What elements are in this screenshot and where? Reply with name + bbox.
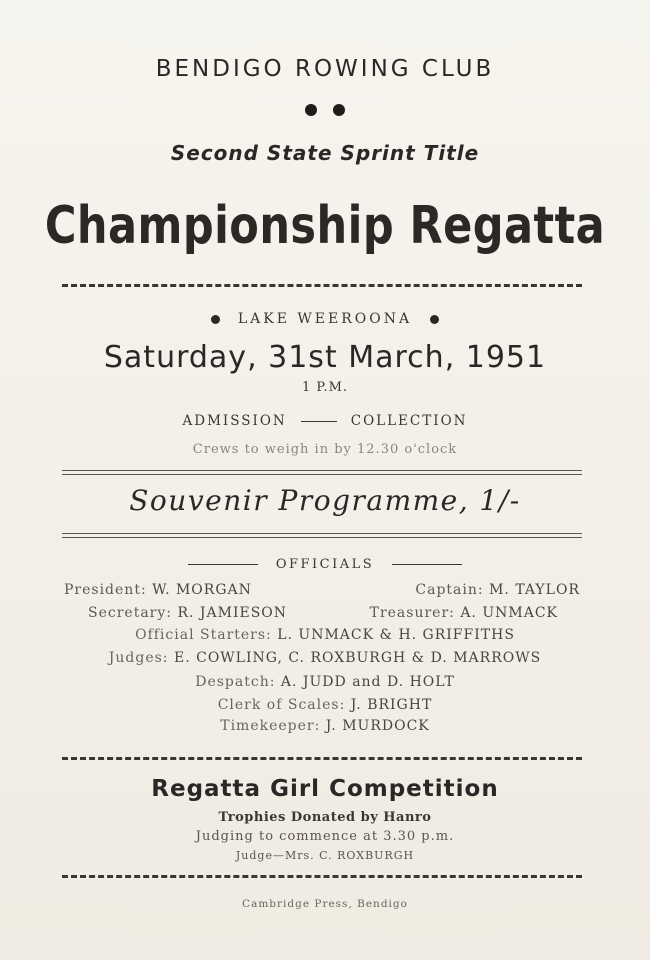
official-clerk-of-scales <box>0 697 650 713</box>
competition-judging-time: Judging to commence at 3.30 p.m. <box>195 829 455 844</box>
official-label: Treasurer: <box>369 605 455 621</box>
dashed-divider <box>62 757 582 760</box>
competition-trophies: Trophies Donated by Hanro <box>218 810 432 825</box>
official-treasurer <box>370 605 558 621</box>
official-value: J. MURDOCK <box>325 718 430 734</box>
weigh-in-note: Crews to weigh in by 12.30 o'clock <box>192 442 458 457</box>
official-value: R. JAMIESON <box>177 605 288 621</box>
official-value: E. COWLING, C. ROXBURGH & D. MARROWS <box>173 650 542 666</box>
event-date: Saturday, 31st March, 1951 <box>103 340 547 375</box>
official-label: Timekeeper: <box>220 718 321 734</box>
dash-separator <box>301 421 337 422</box>
official-label: Judges: <box>108 650 169 666</box>
double-divider <box>62 533 582 538</box>
official-label: Official Starters: <box>135 627 272 643</box>
club-name: BENDIGO ROWING CLUB <box>155 56 495 82</box>
venue-line <box>0 311 650 327</box>
dot-ornament <box>305 104 317 116</box>
official-label: Clerk of Scales: <box>217 697 346 713</box>
official-value: J. BRIGHT <box>350 697 433 713</box>
official-secretary <box>88 605 287 621</box>
venue-name: LAKE WEEROONA <box>237 311 413 327</box>
printer-credit: Cambridge Press, Bendigo <box>242 898 408 910</box>
competition-title: Regatta Girl Competition <box>151 776 499 802</box>
official-label: Secretary: <box>88 605 172 621</box>
official-value: A. JUDD and D. HOLT <box>280 674 455 690</box>
heading-rule <box>392 564 462 565</box>
event-subtitle: Second State Sprint Title <box>170 141 480 165</box>
official-judges <box>0 650 650 666</box>
official-value: L. UNMACK & H. GRIFFITHS <box>277 627 515 643</box>
dashed-divider <box>62 284 582 287</box>
official-label: President: <box>64 582 147 598</box>
official-president <box>64 582 252 598</box>
official-value: A. UNMACK <box>460 605 558 621</box>
competition-judge: Judge—Mrs. C. ROXBURGH <box>235 849 415 862</box>
souvenir-programme: Souvenir Programme, 1/- <box>129 484 521 517</box>
official-label: Despatch: <box>195 674 276 690</box>
official-timekeeper <box>0 718 650 734</box>
dot-ornament <box>333 104 345 116</box>
event-title: Championship Regatta <box>44 196 606 256</box>
double-divider <box>62 470 582 475</box>
heading-rule <box>188 564 258 565</box>
official-starters <box>0 627 650 643</box>
officials-heading-text: OFFICIALS <box>275 557 375 572</box>
official-value: M. TAYLOR <box>489 582 580 598</box>
admission-line <box>0 413 650 429</box>
official-captain <box>415 582 580 598</box>
bullet-ornament <box>430 315 439 324</box>
official-value: W. MORGAN <box>152 582 252 598</box>
official-label: Captain: <box>415 582 484 598</box>
official-despatch <box>0 674 650 690</box>
officials-heading <box>0 557 650 572</box>
bullet-ornament <box>211 315 220 324</box>
admission-value: COLLECTION <box>350 413 468 429</box>
admission-label: ADMISSION <box>182 413 287 429</box>
event-time: 1 P.M. <box>301 380 349 395</box>
dashed-divider <box>62 875 582 878</box>
ornament-dots <box>0 104 650 116</box>
